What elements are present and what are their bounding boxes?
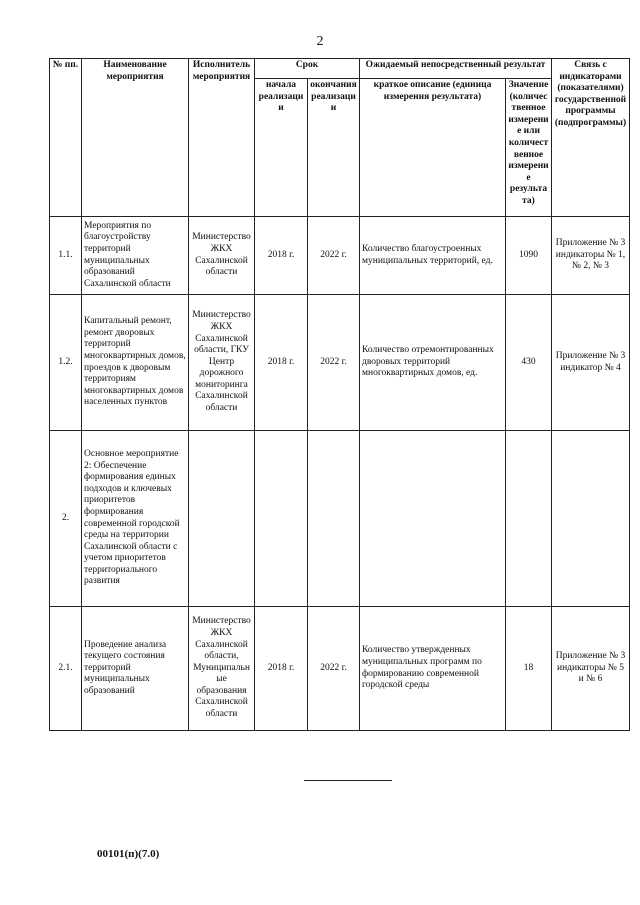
- row-start: 2018 г.: [255, 607, 308, 731]
- row-end: 2022 г.: [308, 607, 360, 731]
- header-executor: Исполнитель мероприятия: [189, 59, 255, 217]
- row-value: 430: [506, 295, 552, 431]
- row-value: [506, 431, 552, 607]
- row-executor: [189, 431, 255, 607]
- activities-table: [49, 58, 630, 731]
- header-term: Срок: [255, 59, 360, 79]
- row-num: 2.: [50, 431, 82, 607]
- row-num: 2.1.: [50, 607, 82, 731]
- row-num: 1.2.: [50, 295, 82, 431]
- row-num: 1.1.: [50, 217, 82, 295]
- row-name: Основное мероприятие 2: Обеспечение формирования единых подходов и ключевых приоритетов формирования современной городской среды на территории Сахалинской области с учетом приоритетов территориального развития: [82, 431, 189, 607]
- closing-divider: [304, 780, 392, 781]
- header-result-value: Значение (количественное измерение или количественное измерение результата): [506, 79, 552, 217]
- row-link: [552, 431, 630, 607]
- document-code: 00101(п)(7.0): [97, 848, 160, 860]
- row-link: Приложение № 3 индикатор № 4: [552, 295, 630, 431]
- header-link: Связь с индикаторами (показателями) государственной программы (подпрограммы): [552, 59, 630, 217]
- header-name: Наименование мероприятия: [82, 59, 189, 217]
- row-executor: Министерство ЖКХ Сахалинской области, Муниципальные образования Сахалинской области: [189, 607, 255, 731]
- row-link: Приложение № 3 индикаторы № 1, № 2, № 3: [552, 217, 630, 295]
- row-executor: Министерство ЖКХ Сахалинской области, ГКУ Центр дорожного мониторинга Сахалинской области: [189, 295, 255, 431]
- table-row: [50, 431, 630, 607]
- row-start: [255, 431, 308, 607]
- row-name: Капитальный ремонт, ремонт дворовых территорий многоквартирных домов, проездов к дворовым территориям многоквартирных домов населенных пунктов: [82, 295, 189, 431]
- header-result: Ожидаемый непосредственный результат: [360, 59, 552, 79]
- row-name: Проведение анализа текущего состояния территорий муниципальных образований: [82, 607, 189, 731]
- row-executor: Министерство ЖКХ Сахалинской области: [189, 217, 255, 295]
- row-desc: Количество отремонтированных дворовых территорий многоквартирных домов, ед.: [360, 295, 506, 431]
- table-row: [50, 295, 630, 431]
- page-number: 2: [316, 34, 324, 49]
- header-term-end: окончания реализации: [308, 79, 360, 217]
- row-end: 2022 г.: [308, 217, 360, 295]
- table-row: [50, 607, 630, 731]
- row-start: 2018 г.: [255, 295, 308, 431]
- header-term-start: начала реализации: [255, 79, 308, 217]
- header-result-desc: краткое описание (единица измерения результата): [360, 79, 506, 217]
- row-start: 2018 г.: [255, 217, 308, 295]
- row-value: 1090: [506, 217, 552, 295]
- table-row: [50, 217, 630, 295]
- row-end: 2022 г.: [308, 295, 360, 431]
- row-value: 18: [506, 607, 552, 731]
- row-end: [308, 431, 360, 607]
- header-num: № пп.: [50, 59, 82, 217]
- row-desc: Количество благоустроенных муниципальных территорий, ед.: [360, 217, 506, 295]
- row-desc: [360, 431, 506, 607]
- row-desc: Количество утвержденных муниципальных программ по формированию современной городской среды: [360, 607, 506, 731]
- row-name: Мероприятия по благоустройству территорий муниципальных образований Сахалинской области: [82, 217, 189, 295]
- row-link: Приложение № 3 индикаторы № 5 и № 6: [552, 607, 630, 731]
